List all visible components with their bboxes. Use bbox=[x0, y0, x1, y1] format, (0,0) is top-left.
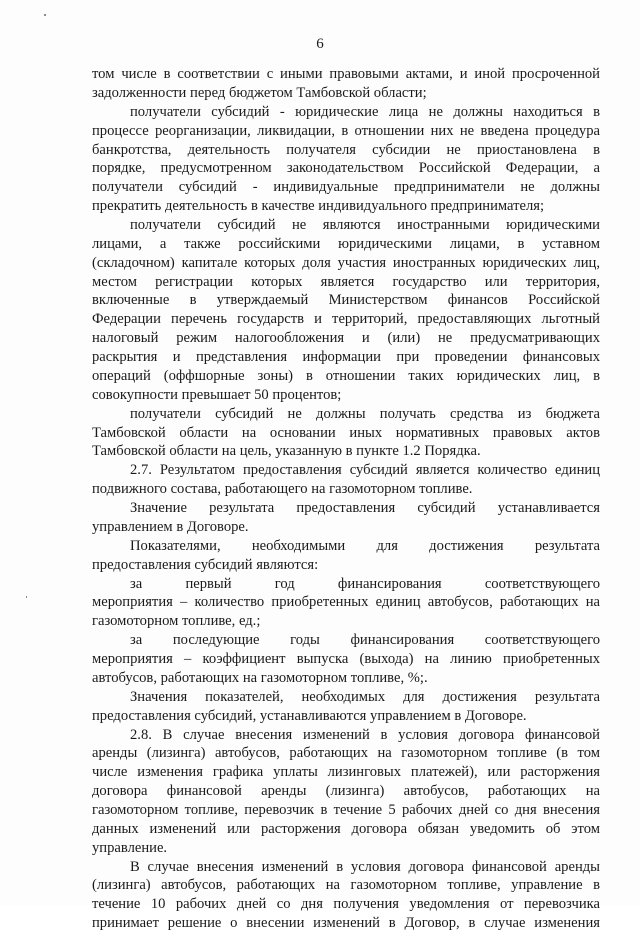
text-line: Значение результата предоставления субсидий устанавливается bbox=[130, 500, 600, 516]
text-line: раскрытия и представления информации при проведении финансовых bbox=[92, 349, 600, 366]
text-line: за первый год финансирования соответствующего bbox=[130, 575, 600, 592]
text-line: получатели субсидий не являются иностранными юридическими bbox=[130, 217, 600, 233]
text-line: Федерации перечень государств и территорий, предоставляющих льготный bbox=[92, 311, 600, 328]
text-line: задолженности перед бюджетом Тамбовской области; bbox=[92, 84, 427, 101]
page-number: 6 bbox=[316, 36, 324, 52]
text-line: газомоторном топливе, ед.; bbox=[92, 613, 261, 630]
text-line: налоговый режим налогообложения и (или) не предусматривающих bbox=[92, 330, 600, 347]
text-line: порядке, предусмотренном законодательством Российской Федерации, а bbox=[92, 160, 600, 177]
text-line: 2.8. В случае внесения изменений в условия договора финансовой bbox=[130, 726, 600, 743]
text-line: договора финансовой аренды (лизинга) автобусов, работающих на bbox=[92, 783, 600, 800]
scan-speck bbox=[44, 14, 46, 16]
text-line: получатели субсидий не должны получать средства из бюджета bbox=[130, 405, 600, 422]
text-line: управление. bbox=[92, 839, 168, 856]
text-line: В случае внесения изменений в условия договора финансовой аренды bbox=[130, 858, 600, 875]
text-line: получатели субсидий - индивидуальные предприниматели не должны bbox=[92, 179, 600, 196]
text-line: аренды (лизинга) автобусов, работающих на газомоторном топливе (в том bbox=[92, 745, 600, 762]
text-line: прекратить деятельность в качестве индивидуального предпринимателя; bbox=[92, 198, 545, 215]
text-line: операций (оффшорные зоны) в отношении таких юридических лиц, в bbox=[92, 367, 600, 384]
text-line: Значения показателей, необходимых для достижения результата bbox=[130, 688, 600, 705]
text-line: управлением в Договоре. bbox=[92, 518, 249, 535]
text-line: газомоторном топливе, перевозчик в течение 5 рабочих дней со дня внесения bbox=[92, 801, 600, 818]
text-line: предоставления субсидий являются: bbox=[92, 556, 319, 573]
text-line: процессе реорганизации, ликвидации, в отношении них не введена процедура bbox=[92, 122, 600, 139]
text-line: 2.7. Результатом предоставления субсидий является количество единиц bbox=[130, 462, 600, 479]
text-line: мероприятия – коэффициент выпуска (выхода) на линию приобретенных bbox=[92, 651, 600, 667]
text-line: получатели субсидий - юридические лица не должны находиться в bbox=[130, 103, 600, 120]
text-line: совокупности превышает 50 процентов; bbox=[92, 386, 342, 403]
text-line: (лизинга) автобусов, работающих на газомоторном топливе, управление в bbox=[92, 877, 600, 894]
text-line: мероприятия – количество приобретенных единиц автобусов, работающих на bbox=[92, 594, 600, 611]
text-line: Тамбовской области на цель, указанную в пункте 1.2 Порядка. bbox=[92, 443, 481, 460]
text-line: Показателями, необходимыми для достижения результата bbox=[130, 537, 600, 554]
text-line: лицами, а также российскими юридическими лицами, в уставном bbox=[92, 235, 600, 252]
text-line: включенные в утверждаемый Министерством финансов Российской bbox=[92, 292, 600, 309]
text-line: том числе в соответствии с иными правовыми актами, и иной просроченной bbox=[92, 66, 600, 82]
text-line: принимает решение о внесении изменений в Договор, в случае изменения bbox=[92, 915, 600, 932]
text-line: автобусов, работающих на газомоторном топливе, %;. bbox=[92, 669, 428, 686]
text-line: данных изменений или расторжения договора обязан уведомить об этом bbox=[92, 820, 600, 837]
text-line: банкротства, деятельность получателя субсидии не приостановлена в bbox=[92, 141, 600, 158]
text-line: течение 10 рабочих дней со дня получения уведомления от перевозчика bbox=[92, 896, 600, 913]
text-line: за последующие годы финансирования соответствующего bbox=[130, 632, 600, 649]
text-line: местом регистрации которых является государство или территория, bbox=[92, 273, 600, 290]
text-line: предоставления субсидий, устанавливаются управлением в Договоре. bbox=[92, 707, 527, 724]
text-line: (складочном) капитале которых доля участия иностранных юридических лиц, bbox=[92, 254, 600, 271]
scan-speck bbox=[26, 596, 27, 598]
text-line: подвижного состава, работающего на газомоторном топливе. bbox=[92, 481, 473, 498]
text-line: Тамбовской области на основании иных нормативных правовых актов bbox=[92, 424, 600, 441]
text-line: числе изменения графика уплаты лизинговых платежей), или расторжения bbox=[92, 764, 600, 781]
